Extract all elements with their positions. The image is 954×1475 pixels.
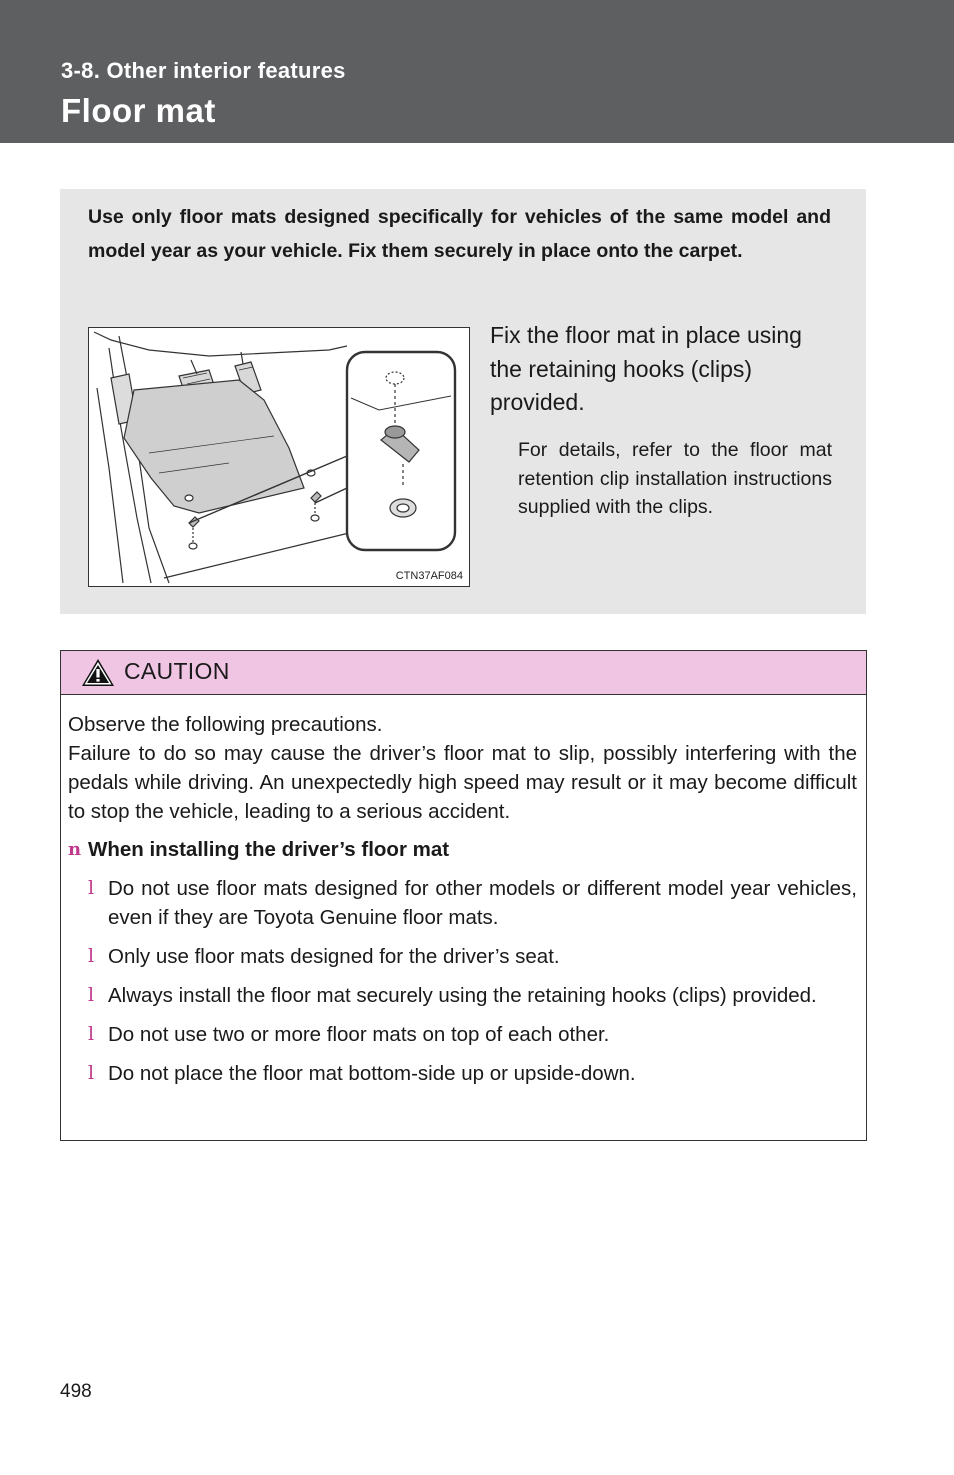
floor-mat-drawing <box>89 328 469 586</box>
page-header <box>0 0 954 143</box>
caution-box <box>60 650 867 1141</box>
bullet-icon: l <box>88 945 95 967</box>
info-box <box>60 189 866 614</box>
caution-body <box>68 710 857 1088</box>
list-item <box>68 1020 857 1049</box>
list-item <box>68 981 857 1010</box>
caution-intro-line: Observe the following precautions. <box>68 713 383 736</box>
subheading-text: When installing the driver’s floor mat <box>88 838 450 861</box>
page-title: Floor mat <box>61 92 216 129</box>
list-item-text: Only use floor mats designed for the driver’s seat. <box>108 945 560 968</box>
square-bullet-icon: n <box>68 839 82 860</box>
list-item <box>68 1059 857 1088</box>
floor-mat-illustration <box>88 327 470 587</box>
fix-instruction: Fix the floor mat in place using the retaining hooks (clips) provided. <box>490 322 802 415</box>
bullet-icon: l <box>88 984 95 1006</box>
caution-intro-body: Failure to do so may cause the driver’s floor mat to slip, possibly interfering with the pedals while driving. An unexpectedly high speed may result or it may become difficult to stop the vehicle, leading to a serious accident. <box>68 742 857 823</box>
list-item <box>68 874 857 932</box>
page-number: 498 <box>60 1381 92 1402</box>
list-item-text: Do not use floor mats designed for other models or different model year vehicles, even if they are Toyota Genuine floor mats. <box>108 877 857 929</box>
intro-text: Use only floor mats designed specifically for vehicles of the same model and model year as your vehicle. Fix them securely in place onto the carpet. <box>88 206 831 262</box>
caution-title: CAUTION <box>124 658 230 684</box>
list-item-text: Always install the floor mat securely using the retaining hooks (clips) provided. <box>108 984 817 1007</box>
warning-triangle-icon <box>81 658 115 687</box>
list-item-text: Do not use two or more floor mats on top of each other. <box>108 1023 610 1046</box>
bullet-icon: l <box>88 877 95 899</box>
bullet-icon: l <box>88 1023 95 1045</box>
figure-code: CTN37AF084 <box>395 570 463 582</box>
section-label: 3-8. Other interior features <box>61 58 346 83</box>
detail-note: For details, refer to the floor mat retention clip installation instructions supplied with the clips. <box>518 439 832 518</box>
list-item <box>68 942 857 971</box>
caution-header <box>61 651 866 695</box>
bullet-icon: l <box>88 1062 95 1084</box>
caution-subheading <box>68 835 857 864</box>
list-item-text: Do not place the floor mat bottom-side up or upside-down. <box>108 1062 636 1085</box>
